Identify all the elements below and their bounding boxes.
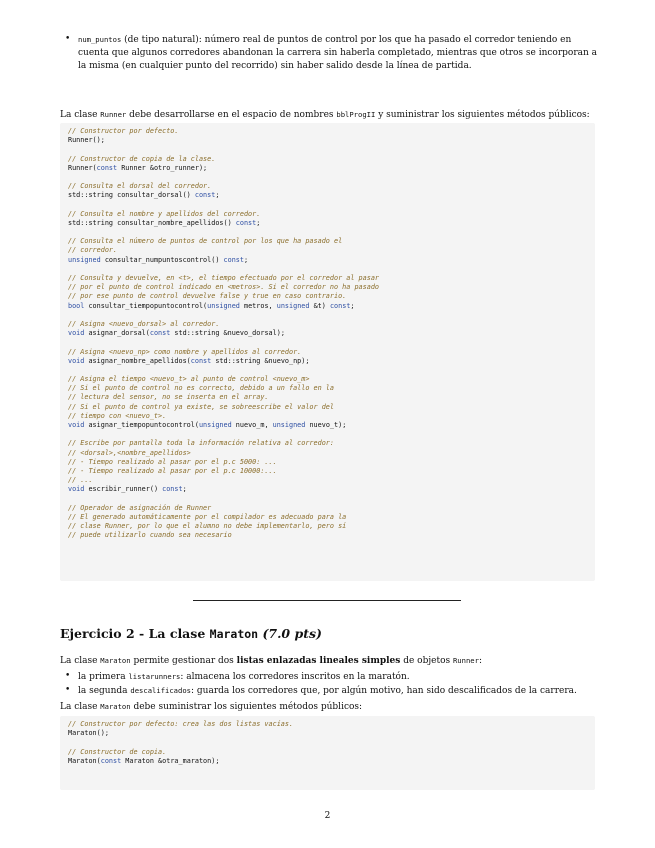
term-num-puntos: num_puntos [78,35,122,44]
code-blank-line [68,338,587,347]
code-comment: // por ese punto de control devuelve false y true en caso contrario. [68,292,347,301]
code-text: Runner( [68,163,97,172]
code-text: std::string &nuevo_dorsal); [170,329,285,338]
code-line [68,210,587,219]
list-item-post: : guarda los corredores que, por algún motivo, han sido descalificados de la carrera. [191,686,577,696]
code-blank-line [68,228,587,237]
code-blank-line [68,495,587,504]
code-comment: // Si el punto de control ya existe, se sobreescribe el valor del [68,402,334,411]
code-line [68,720,587,729]
list-item-term: listarunners [128,672,181,681]
code-keyword: unsigned [276,301,310,310]
code-comment: // Consulta el dorsal del corredor. [68,182,212,191]
code-text: ; [215,191,220,200]
code-text: &t) [309,301,330,310]
code-line [68,412,587,421]
code-line [68,458,587,467]
intro-maraton [60,654,600,668]
code-keyword: void [68,356,85,365]
code-line [68,421,587,430]
intro3-pre: La clase [60,702,101,712]
intro-runner-post: y suministrar los siguientes métodos públicos: [375,110,590,120]
bullet-num-puntos-desc: (de tipo natural): número real de puntos de control por los que ha pasado el corredor teniendo en cuenta que algunos corredores abandonan la carrera sin haberla completado, mientras que otros se incorporan a la misma (en cualquier punto del recorrido) sin haber salido desde la línea de partida. [78,35,598,71]
code-line [68,164,587,173]
bullet-num-puntos-text [78,33,598,73]
code-comment: // puede utilizarlo cuando sea necesario [68,531,232,540]
code-line [68,513,587,522]
code-block-maraton [60,716,595,790]
code-comment: // Consulta el nombre y apellidos del corredor. [68,209,261,218]
bullet-dot: • [65,34,71,44]
code-comment: // El generado automáticamente por el compilador es adecuado para la [68,512,347,521]
code-line [68,531,587,540]
code-line [68,256,587,265]
code-line [68,522,587,531]
list-item [65,670,618,684]
code-keyword: const [329,301,351,310]
code-text: consultar_numpuntoscontrol() [100,255,224,264]
code-text: Maraton &otra_maraton); [121,756,220,765]
section-divider [193,600,461,601]
code-comment: // Si el punto de control no es correcto, debido a un fallo en la [68,384,334,393]
intro-maraton-methods [60,700,600,714]
code-text: Maraton(); [68,729,109,738]
heading-points: (7.0 pts) [262,626,322,641]
code-keyword: const [235,218,257,227]
code-blank-line [68,145,587,154]
code-line [68,329,587,338]
heading-class-name: Maraton [209,627,259,641]
code-comment: // - Tiempo realizado al pasar por el p.c 10000:... [68,466,277,475]
code-blank-line [68,265,587,274]
bullet-num-puntos [65,33,598,73]
code-line [68,320,587,329]
code-blank-line [68,173,587,182]
code-line [68,485,587,494]
code-keyword: const [149,329,171,338]
code-line [68,449,587,458]
code-text: consultar_tiempopuntocontrol( [84,301,208,310]
intro-maraton-bold: listas enlazadas lineales simples [236,656,401,666]
code-line [68,375,587,384]
code-text: ; [350,301,355,310]
code-comment: // Constructor por defecto: crea las dos listas vacías. [68,720,294,728]
code-blank-line [68,738,587,747]
code-line [68,274,587,283]
code-text: std::string consultar_nombre_apellidos() [68,218,236,227]
code-line [68,467,587,476]
code-line [68,403,587,412]
code-comment: // clase Runner, por lo que el alumno no debe implementarlo, pero sí [68,522,347,531]
intro3-post: debe suministrar los siguientes métodos públicos: [130,702,363,712]
code-keyword: void [68,329,85,338]
code-text: asignar_nombre_apellidos( [84,356,191,365]
code-line [68,439,587,448]
code-keyword: unsigned [68,255,101,264]
code-block-runner [60,123,595,581]
code-line [68,237,587,246]
code-comment: // Constructor de copia de la clase. [68,154,216,163]
code-comment: // ... [68,476,93,485]
intro-maraton-pre: La clase [60,656,101,666]
code-text: Runner &otro_runner); [117,163,208,172]
code-line [68,476,587,485]
code-text: std::string consultar_dorsal() [68,191,195,200]
list-item-pre: la segunda [78,686,131,696]
code-text: nuevo_t); [305,421,347,429]
code-keyword: bool [68,301,85,310]
code-line [68,504,587,513]
heading-pre: Ejercicio 2 - La clase [60,626,210,641]
class-maraton-ref: Maraton [100,702,131,711]
code-line [68,136,587,145]
list-item-post: : almacena los corredores inscritos en la maratón. [180,672,410,682]
code-blank-line [68,366,587,375]
code-line [68,302,587,311]
code-keyword: void [68,485,85,494]
code-line [68,393,587,402]
intro-maraton-post: : [478,656,482,666]
code-comment: // corredor. [68,246,118,255]
bullet-dot: • [65,685,71,695]
class-runner-ref: Runner [452,656,479,665]
code-keyword: const [190,356,212,365]
code-line [68,127,587,136]
code-keyword: const [96,163,118,172]
code-comment: // Asigna el tiempo <nuevo_t> al punto de control <nuevo_m> [68,375,310,384]
code-keyword: unsigned [272,421,306,429]
code-comment: // Constructor por defecto. [68,127,179,135]
code-line [68,348,587,357]
list-item-term: descalificados [130,686,191,695]
code-blank-line [68,430,587,439]
code-keyword: const [223,255,244,264]
code-keyword: unsigned [198,421,232,429]
class-runner: Runner [100,110,127,119]
code-comment: // Asigna <nuevo_dorsal> al corredor. [68,319,220,328]
code-comment: // Escribe por pantalla toda la información relativa al corredor: [68,439,334,448]
code-line [68,182,587,191]
code-text: ; [256,218,261,227]
list-item [65,684,618,698]
list-maraton-lists [65,670,618,698]
code-line [68,246,587,255]
code-blank-line [68,201,587,210]
code-comment: // Constructor de copia. [68,747,167,756]
code-keyword: const [100,756,122,765]
page-number: 2 [324,811,331,821]
code-line [68,219,587,228]
code-comment: // lectura del sensor, no se inserta en el array. [68,393,269,402]
code-text: asignar_dorsal( [84,329,150,338]
code-comment: // <dorsal>,<nombre_apellidos> [68,448,191,457]
exercise-2-heading [60,626,322,641]
intro-runner [60,108,600,122]
code-text: ; [182,485,187,494]
code-comment: // Operador de asignación de Runner [68,503,212,512]
code-comment: // - Tiempo realizado al pasar por el p.c 5000: ... [68,457,277,466]
namespace-name: bblProgII [336,110,376,119]
code-comment: // Asigna <nuevo_np> como nombre y apellidos al corredor. [68,347,302,356]
class-maraton: Maraton [100,656,131,665]
code-text: std::string &nuevo_np); [211,356,310,365]
code-keyword: void [68,421,85,429]
code-line [68,748,587,757]
code-text: Maraton( [68,756,101,765]
code-line [68,384,587,393]
code-line [68,757,587,766]
code-text: escribir_runner() [84,485,163,494]
intro-runner-mid: debe desarrollarse en el espacio de nombres [126,110,337,120]
intro-maraton-mid2: de objetos [400,656,453,666]
intro-maraton-mid: permite gestionar dos [130,656,237,666]
code-blank-line [68,311,587,320]
code-text: metros, [239,301,277,310]
code-text: ; [243,255,249,264]
bullet-dot: • [65,671,71,681]
code-line [68,729,587,738]
code-comment: // Consulta y devuelve, en <t>, el tiempo efectuado por el corredor al pasar [68,274,379,282]
code-text: Runner(); [68,136,105,145]
code-comment: // Consulta el número de puntos de control por los que ha pasado el [68,237,343,246]
code-keyword: unsigned [207,301,240,310]
code-line [68,155,587,164]
code-comment: // por el punto de control indicado en <metros>. Si el corredor no ha pasado [68,283,379,292]
code-keyword: const [162,485,183,494]
code-text: asignar_tiempopuntocontrol( [84,421,199,429]
list-item-pre: la primera [78,672,129,682]
code-line [68,357,587,366]
intro-runner-pre: La clase [60,110,101,120]
code-keyword: const [194,191,216,200]
code-text: nuevo_m, [231,421,273,429]
code-line [68,283,587,292]
code-comment: // tiempo con <nuevo_t>. [68,411,167,420]
code-line [68,191,587,200]
code-line [68,292,587,301]
